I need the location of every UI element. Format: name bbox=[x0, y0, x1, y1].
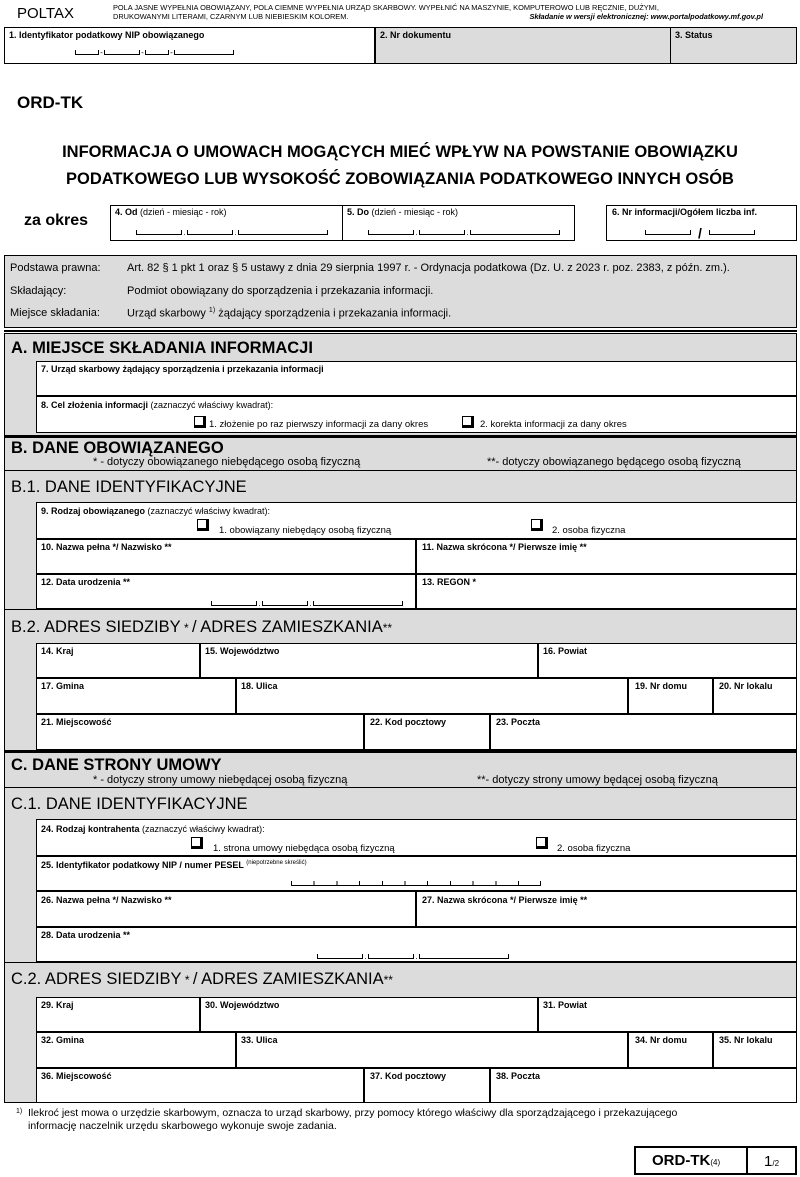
c-voivodeship-label: 30. Województwo bbox=[205, 1000, 280, 1010]
city-field[interactable] bbox=[36, 714, 364, 750]
postal-code-field[interactable] bbox=[364, 714, 490, 750]
contractor-short-name-label: 27. Nazwa skrócona */ Pierwsze imię ** bbox=[422, 895, 588, 905]
c-county-label: 31. Powiat bbox=[543, 1000, 588, 1010]
section-b2-title: B.2. ADRES SIEDZIBY * / ADRES ZAMIESZKANIA** bbox=[11, 618, 393, 636]
contractor-full-name-field[interactable] bbox=[36, 891, 416, 927]
obligated-type-field bbox=[36, 502, 797, 539]
tax-office-field[interactable] bbox=[36, 361, 797, 396]
section-b1-title: B.1. DANE IDENTYFIKACYJNE bbox=[11, 478, 247, 496]
house-number-label: 19. Nr domu bbox=[635, 681, 688, 691]
period-to-label: 5. Do (dzień - miesiąc - rok) bbox=[347, 207, 459, 217]
country-label: 14. Kraj bbox=[41, 646, 74, 656]
c-commune-field[interactable] bbox=[36, 1032, 236, 1068]
instructions-line2: DRUKOWANYMI LITERAMI, CZARNYM LUB NIEBIESKIM KOLOREM. bbox=[113, 12, 349, 21]
post-office-label: 23. Poczta bbox=[496, 717, 541, 727]
contractor-id-label: 25. Identyfikator podatkowy NIP / numer PESEL $^{(niepotrzebne skreślić)}$ bbox=[41, 860, 307, 870]
info-number-slash: / bbox=[698, 225, 702, 241]
c-postal-code-label: 37. Kod pocztowy bbox=[370, 1071, 447, 1081]
tax-office-label: 7. Urząd skarbowy żądający sporządzenia i przekazania informacji bbox=[41, 364, 324, 374]
contractor-nonperson-label: 1. strona umowy niebędąca osobą fizyczną bbox=[213, 843, 395, 854]
purpose-correction-label: 2. korekta informacji za dany okres bbox=[480, 419, 627, 430]
section-c1-title: C.1. DANE IDENTYFIKACYJNE bbox=[11, 795, 248, 813]
house-number-field[interactable] bbox=[628, 678, 713, 714]
section-b-title: B. DANE OBOWIĄZANEGO bbox=[11, 439, 224, 457]
section-b-note-left: * - dotyczy obowiązanego niebędącego osobą fizyczną bbox=[93, 456, 361, 468]
c-street-label: 33. Ulica bbox=[241, 1035, 278, 1045]
contractor-person-checkbox[interactable] bbox=[536, 837, 548, 849]
birth-date-label: 12. Data urodzenia ** bbox=[41, 577, 131, 587]
footer-page: 1/2 bbox=[764, 1153, 780, 1170]
period-from-comb: . . bbox=[136, 230, 328, 235]
c-city-label: 36. Miejscowość bbox=[41, 1071, 112, 1081]
section-a-title: A. MIEJSCE SKŁADANIA INFORMACJI bbox=[11, 339, 313, 357]
form-title-line1: INFORMACJA O UMOWACH MOGĄCYCH MIEĆ WPŁYW NA POWSTANIE OBOWIĄZKU bbox=[62, 143, 738, 161]
footer-code: ORD-TK(4) bbox=[652, 1152, 721, 1169]
county-field[interactable] bbox=[538, 643, 797, 678]
c-house-number-field[interactable] bbox=[628, 1032, 713, 1068]
c-post-office-field[interactable] bbox=[490, 1068, 797, 1103]
county-label: 16. Powiat bbox=[543, 646, 588, 656]
footer-code-box bbox=[634, 1146, 748, 1175]
c-postal-code-field[interactable] bbox=[364, 1068, 490, 1103]
document-number-label: 2. Nr dokumentu bbox=[380, 30, 452, 40]
info-number-label: 6. Nr informacji/Ogółem liczba inf. bbox=[612, 207, 758, 217]
regon-label: 13. REGON * bbox=[422, 577, 477, 587]
contractor-id-comb bbox=[291, 881, 541, 886]
country-field[interactable] bbox=[36, 643, 200, 678]
short-name-field[interactable] bbox=[416, 539, 797, 574]
contractor-short-name-field[interactable] bbox=[416, 891, 797, 927]
poltax-brand: POLTAX bbox=[17, 5, 74, 22]
c-county-field[interactable] bbox=[538, 997, 797, 1032]
c-street-field[interactable] bbox=[236, 1032, 628, 1068]
contractor-birth-date-comb: . . bbox=[317, 954, 509, 959]
nip-comb: - - - bbox=[75, 50, 234, 55]
nip-field[interactable] bbox=[4, 27, 375, 64]
obligated-person-checkbox[interactable] bbox=[531, 519, 543, 531]
instructions bbox=[113, 3, 793, 21]
c-house-number-label: 34. Nr domu bbox=[635, 1035, 688, 1045]
full-name-label: 10. Nazwa pełna */ Nazwisko ** bbox=[41, 542, 172, 552]
c-country-field[interactable] bbox=[36, 997, 200, 1032]
period-from-field[interactable] bbox=[110, 205, 343, 241]
street-label: 18. Ulica bbox=[241, 681, 278, 691]
legal-basis-label: Podstawa prawna: bbox=[10, 262, 101, 274]
contractor-nonperson-checkbox[interactable] bbox=[191, 837, 203, 849]
c-voivodeship-field[interactable] bbox=[200, 997, 538, 1032]
short-name-label: 11. Nazwa skrócona */ Pierwsze imię ** bbox=[422, 542, 587, 552]
purpose-first-checkbox[interactable] bbox=[194, 416, 206, 428]
purpose-first-label: 1. złożenie po raz pierwszy informacji za dany okres bbox=[209, 419, 429, 430]
contractor-id-field[interactable] bbox=[36, 856, 797, 891]
document-number-field bbox=[375, 27, 671, 64]
status-label: 3. Status bbox=[675, 30, 713, 40]
commune-label: 17. Gmina bbox=[41, 681, 85, 691]
post-office-field[interactable] bbox=[490, 714, 797, 750]
basis-block bbox=[4, 255, 797, 328]
contractor-birth-date-label: 28. Data urodzenia ** bbox=[41, 930, 131, 940]
filer-label: Składający: bbox=[10, 285, 67, 297]
purpose-label: 8. Cel złożenia informacji (zaznaczyć właściwy kwadrat): bbox=[41, 400, 274, 410]
apartment-number-field[interactable] bbox=[713, 678, 797, 714]
status-field bbox=[670, 27, 797, 64]
section-c-title: C. DANE STRONY UMOWY bbox=[11, 756, 222, 774]
contractor-full-name-label: 26. Nazwa pełna */ Nazwisko ** bbox=[41, 895, 172, 905]
contractor-birth-date-field[interactable] bbox=[36, 927, 797, 962]
period-label: za okres bbox=[24, 212, 89, 229]
full-name-field[interactable] bbox=[36, 539, 416, 574]
apartment-number-label: 20. Nr lokalu bbox=[719, 681, 773, 691]
footnote-line1: Ilekroć jest mowa o urzędzie skarbowym, oznacza to urząd skarbowy, przy pomocy którego właściwy dla sporządzającego i przekazującego bbox=[28, 1107, 678, 1119]
street-field[interactable] bbox=[236, 678, 628, 714]
form-title-line2: PODATKOWEGO LUB WYSOKOŚĆ ZOBOWIĄZANIA PODATKOWEGO INNYCH OSÓB bbox=[66, 170, 734, 188]
c-city-field[interactable] bbox=[36, 1068, 364, 1103]
section-c-note-left: * - dotyczy strony umowy niebędącej osobą fizyczną bbox=[93, 774, 348, 786]
footnote-line2: informację naczelnik urzędu skarbowego wykonuje swoje zadania. bbox=[28, 1120, 337, 1132]
purpose-correction-checkbox[interactable] bbox=[462, 416, 474, 428]
voivodeship-field[interactable] bbox=[200, 643, 538, 678]
electronic-filing-note: Składanie w wersji elektronicznej: www.portalpodatkowy.mf.gov.pl bbox=[529, 12, 763, 21]
birth-date-comb: . . bbox=[211, 601, 403, 606]
contractor-type-label: 24. Rodzaj kontrahenta (zaznaczyć właściwy kwadrat): bbox=[41, 824, 265, 834]
obligated-nonperson-label: 1. obowiązany niebędący osobą fizyczną bbox=[219, 525, 392, 536]
period-to-comb: . . bbox=[368, 230, 560, 235]
legal-basis-text: Art. 82 § 1 pkt 1 oraz § 5 ustawy z dnia 29 sierpnia 1997 r. - Ordynacja podatkowa (Dz. U. z 2023 r. poz. 2383, z późn. zm.). bbox=[127, 262, 730, 274]
c-commune-label: 32. Gmina bbox=[41, 1035, 85, 1045]
purpose-field bbox=[36, 396, 797, 433]
period-to-field[interactable] bbox=[342, 205, 575, 241]
birth-date-field[interactable] bbox=[36, 574, 416, 609]
filing-place-text: Urząd skarbowy $^{1)}$ żądający sporządzenia i przekazania informacji. bbox=[127, 307, 452, 320]
form-title bbox=[0, 139, 800, 193]
filer-text: Podmiot obowiązany do sporządzenia i przekazania informacji. bbox=[127, 285, 434, 297]
form-code: ORD-TK bbox=[17, 93, 84, 112]
footnote bbox=[16, 1107, 786, 1133]
period-from-label: 4. Od (dzień - miesiąc - rok) bbox=[115, 207, 227, 217]
footnote-mark: 1) bbox=[16, 1108, 23, 1115]
regon-field[interactable] bbox=[416, 574, 797, 609]
contractor-type-field bbox=[36, 819, 797, 856]
city-label: 21. Miejscowość bbox=[41, 717, 112, 727]
voivodeship-label: 15. Województwo bbox=[205, 646, 280, 656]
obligated-person-label: 2. osoba fizyczna bbox=[552, 525, 626, 536]
section-b-note-right: **- dotyczy obowiązanego będącego osobą fizyczną bbox=[487, 456, 741, 468]
nip-label: 1. Identyfikator podatkowy NIP obowiązanego bbox=[9, 30, 205, 40]
instructions-line1: POLA JASNE WYPEŁNIA OBOWIĄZANY, POLA CIEMNE WYPEŁNIA URZĄD SKARBOWY. WYPEŁNIĆ NA MASZYNIE, KOMPUTEROWO LUB RĘCZNIE, DUŻYMI, bbox=[113, 3, 659, 12]
obligated-nonperson-checkbox[interactable] bbox=[197, 519, 209, 531]
commune-field[interactable] bbox=[36, 678, 236, 714]
obligated-type-label: 9. Rodzaj obowiązanego (zaznaczyć właściwy kwadrat): bbox=[41, 506, 271, 516]
c-apartment-number-field[interactable] bbox=[713, 1032, 797, 1068]
section-c2-title: C.2. ADRES SIEDZIBY * / ADRES ZAMIESZKANIA** bbox=[11, 970, 393, 988]
contractor-person-label: 2. osoba fizyczna bbox=[557, 843, 631, 854]
info-number-field[interactable] bbox=[606, 205, 797, 241]
c-apartment-number-label: 35. Nr lokalu bbox=[719, 1035, 773, 1045]
postal-code-label: 22. Kod pocztowy bbox=[370, 717, 447, 727]
c-post-office-label: 38. Poczta bbox=[496, 1071, 541, 1081]
filing-place-label: Miejsce składania: bbox=[10, 307, 100, 319]
footer-page-box bbox=[746, 1146, 797, 1175]
c-country-label: 29. Kraj bbox=[41, 1000, 74, 1010]
section-c-note-right: **- dotyczy strony umowy będącej osobą fizyczną bbox=[477, 774, 718, 786]
